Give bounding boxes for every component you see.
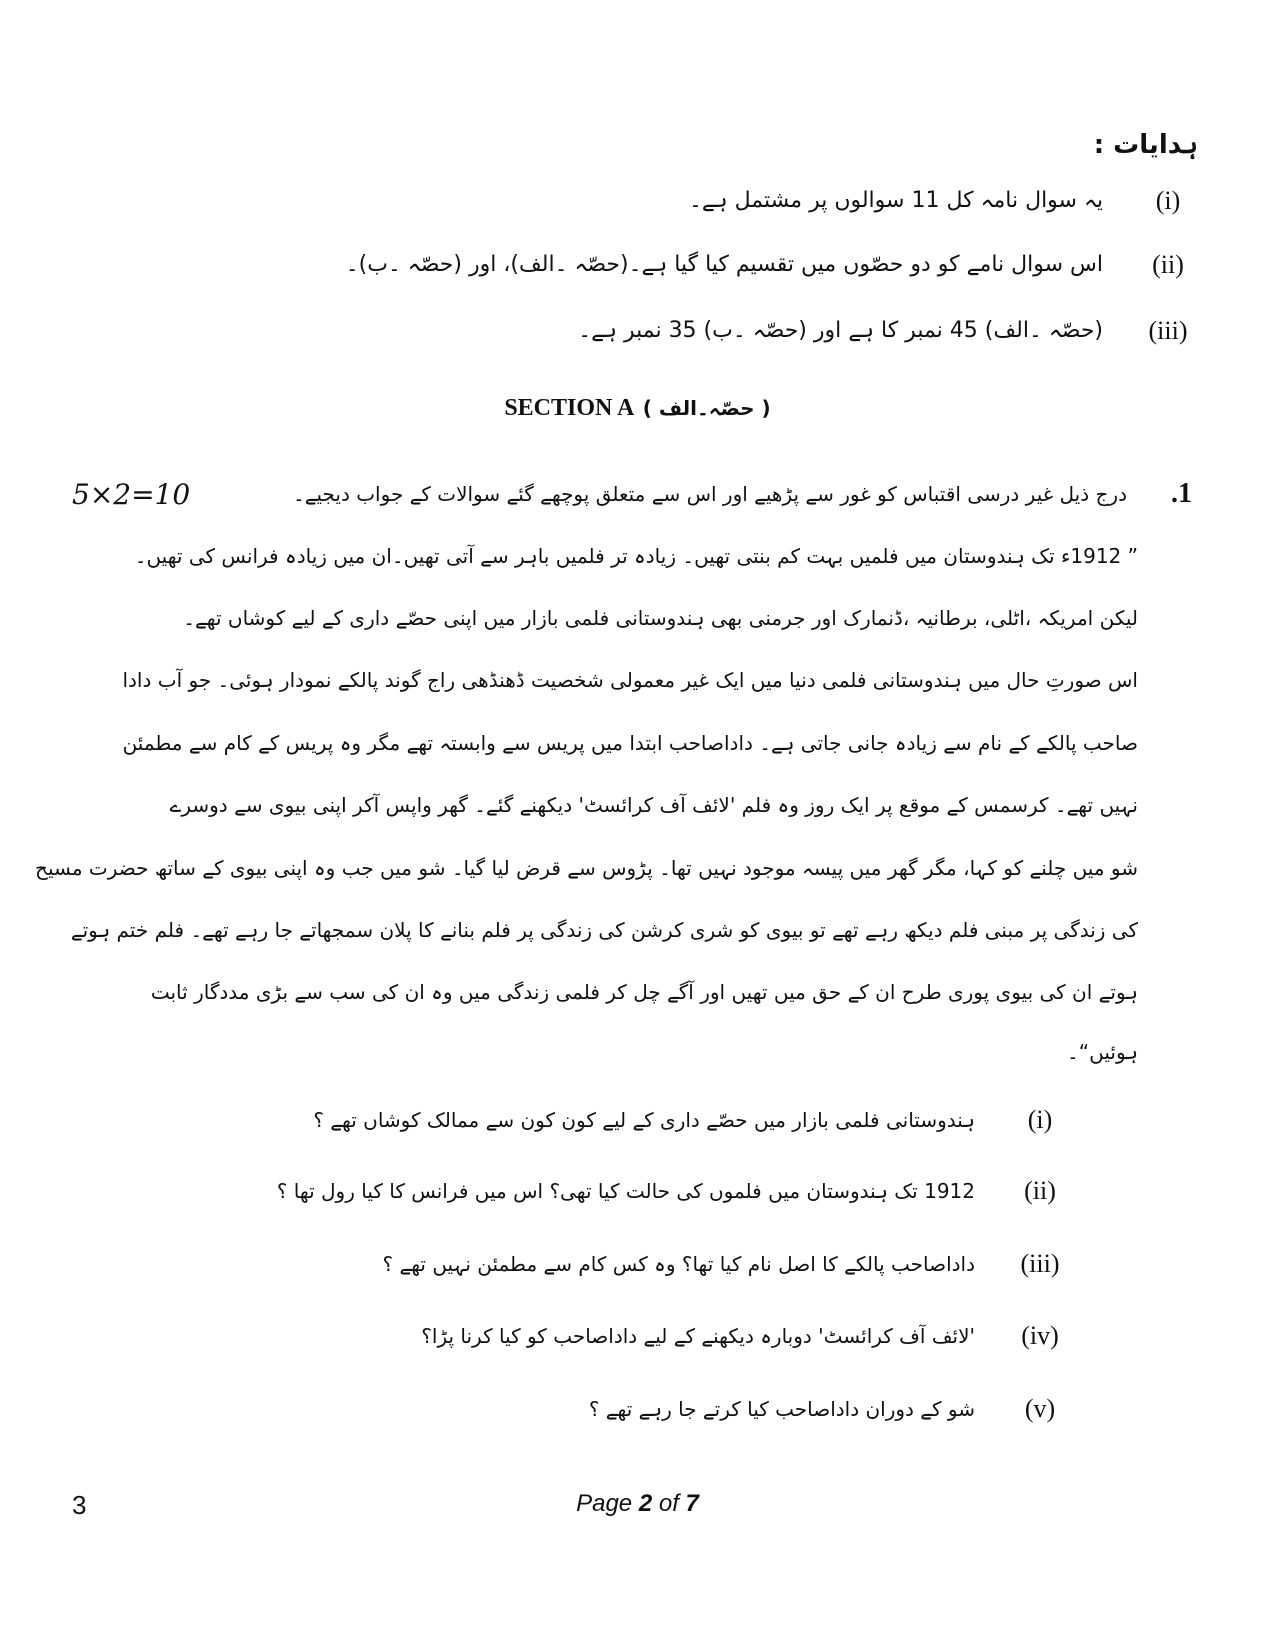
question-marks: 5×2=10 — [72, 478, 191, 511]
passage-line: ہوئیں“۔ — [1067, 1040, 1138, 1064]
passage-line: کی زندگی پر مبنی فلم دیکھ رہے تھے تو بیوی کو شری کرشن کی زندگی پر فلم بنانے کا پلان سمجھاتے جا رہے تھے۔ فلم ختم ہوتے — [70, 918, 1138, 942]
subquestion-item — [70, 1249, 1070, 1289]
subquestion-text: داداصاحب پالکے کا اصل نام کیا تھا؟ وہ کس کام سے مطمئن نہیں تھے ؟ — [382, 1252, 975, 1276]
question-text: درج ذیل غیر درسی اقتباس کو غور سے پڑھیے اور اس سے متعلق پوچھے گئے سوالات کے جواب دیجیے۔ — [293, 482, 1127, 506]
page-number: 2 — [638, 1490, 653, 1517]
subquestion-text: شو کے دوران داداصاحب کیا کرتے جا رہے تھے ؟ — [588, 1397, 975, 1421]
instruction-text: یہ سوال نامہ کل 11 سوالوں پر مشتمل ہے۔ — [688, 188, 1103, 213]
subquestion-number: (ii) — [1024, 1176, 1056, 1205]
subquestion-text: ہندوستانی فلمی بازار میں حصّے داری کے لیے کون کون سے ممالک کوشاں تھے ؟ — [313, 1108, 975, 1132]
instructions-title: ہدایات : — [1093, 130, 1198, 160]
instruction-number: (i) — [1155, 186, 1181, 215]
instruction-item — [298, 186, 1198, 226]
instruction-item — [298, 250, 1198, 290]
subquestion-item — [70, 1321, 1070, 1361]
instruction-number: (ii) — [1152, 250, 1184, 279]
subquestion-number: (iii) — [1020, 1249, 1060, 1278]
page-total: 7 — [685, 1490, 699, 1517]
instruction-item — [298, 316, 1198, 356]
passage-line: لیکن امریکہ ،اٹلی، برطانیہ ،ڈنمارک اور جرمنی بھی ہندوستانی فلمی بازار میں اپنی حصّے داری کے لیے کوشاں تھے۔ — [183, 606, 1138, 630]
section-label-urdu: ( حصّہ۔الف ) — [642, 396, 771, 420]
page-of: of — [658, 1490, 679, 1517]
passage-line: اس صورتِ حال میں ہندوستانی فلمی دنیا میں ایک غیر معمولی شخصیت ڈھنڈھی راج گوند پالکے نمودار ہوئی۔ جو آب دادا — [122, 668, 1138, 692]
section-heading — [0, 392, 1275, 422]
paper-code: 3 — [72, 1490, 87, 1520]
subquestion-text: 'لائف آف کرائسٹ' دوبارہ دیکھنے کے لیے داداصاحب کو کیا کرنا پڑا؟ — [421, 1324, 975, 1348]
section-label: SECTION A — [504, 395, 635, 421]
passage-line: شو میں چلنے کو کہا، مگر گھر میں پیسہ موجود نہیں تھا۔ پڑوس سے قرض لیا گیا۔ شو میں جب وہ اپنی بیوی کے ساتھ حضرت مسیح — [35, 856, 1138, 880]
page-prefix: Page — [576, 1490, 633, 1517]
passage-line: صاحب پالکے کے نام سے زیادہ جانی جاتی ہے۔ داداصاحب ابتدا میں پریس سے وابستہ تھے مگر وہ پریس کے کام سے مطمئن — [122, 731, 1138, 755]
subquestion-number: (i) — [1027, 1105, 1053, 1134]
subquestion-item — [70, 1176, 1070, 1216]
subquestion-text: 1912 تک ہندوستان میں فلموں کی حالت کیا تھی؟ اس میں فرانس کا کیا رول تھا ؟ — [276, 1179, 975, 1203]
subquestion-item — [70, 1394, 1070, 1434]
passage-line: نہیں تھے۔ کرسمس کے موقع پر ایک روز وہ فلم 'لائف آف کرائسٹ' دیکھنے گئے۔ گھر واپس آکر اپنی بیوی سے دوسرے — [169, 793, 1138, 817]
subquestion-number: (v) — [1024, 1394, 1056, 1423]
instruction-text: اس سوال نامے کو دو حصّوں میں تقسیم کیا گیا ہے۔(حصّہ ۔الف)، اور (حصّہ ۔ب)۔ — [345, 252, 1103, 277]
question-number: .1 — [1171, 478, 1192, 509]
passage-line: ” 1912ء تک ہندوستان میں فلمیں بہت کم بنتی تھیں۔ زیادہ تر فلمیں باہر سے آتی تھیں۔ان میں زیادہ فرانس کی تھیں۔ — [134, 544, 1138, 568]
instruction-text: (حصّہ ۔الف) 45 نمبر کا ہے اور (حصّہ ۔ب) 35 نمبر ہے۔ — [578, 318, 1103, 343]
subquestion-number: (iv) — [1021, 1321, 1059, 1350]
subquestion-item — [70, 1105, 1070, 1145]
instruction-number: (iii) — [1148, 316, 1188, 345]
passage-line: ہوتے ان کی بیوی پوری طرح ان کے حق میں تھیں اور آگے چل کر فلمی زندگی میں وہ ان کی سب سے بڑی مددگار ثابت — [150, 980, 1138, 1004]
page-indicator — [0, 1490, 1275, 1518]
